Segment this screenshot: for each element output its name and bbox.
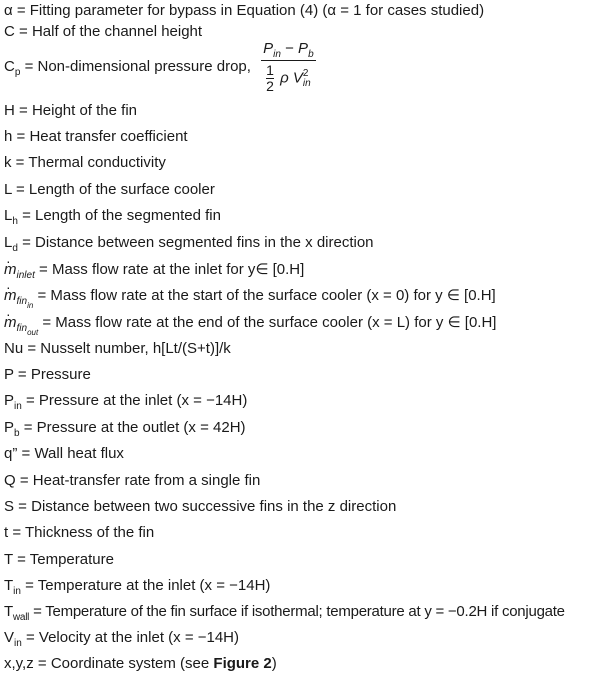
definition-xyz: = Coordinate system (see [33, 655, 214, 672]
symbol-lh: L [4, 207, 13, 224]
entry-v-in [4, 629, 239, 647]
entry-l [4, 181, 215, 199]
entry-xyz [4, 655, 277, 673]
symbol-m-fin-out-sub [16, 323, 39, 337]
definition-p-in: = Pressure at the inlet (x = −14H) [21, 392, 248, 409]
entry-nu [4, 340, 231, 358]
entry-t-in [4, 577, 270, 595]
symbol-t-temp: T [4, 551, 13, 568]
symbol-p-in: P [4, 392, 15, 409]
definition-lh: = Length of the segmented fin [17, 207, 221, 224]
definition-p: = Pressure [13, 366, 91, 383]
symbol-t-wall: T [4, 603, 13, 620]
den-v: V [292, 69, 303, 87]
definition-m-fin-out: = Mass flow rate at the end of the surface cooler (x = L) for y ∈ [0.H] [38, 314, 497, 331]
entry-lh [4, 207, 221, 225]
symbol-cp-sub: p [14, 66, 21, 78]
definition-t-wall: = Temperature of the fin surface if isothermal; temperature at y = −0.2H if conjugate [29, 603, 565, 620]
den-v-scripts [303, 69, 311, 89]
symbol-cp: C [4, 57, 15, 75]
symbol-l: L [4, 181, 12, 198]
entry-alpha [4, 2, 484, 20]
entry-t-wall [4, 603, 565, 621]
half-fraction [266, 63, 274, 94]
symbol-v-in-sub: in [14, 638, 22, 649]
symbol-q-rate: Q [4, 472, 16, 489]
definition-q-rate: = Heat-transfer rate from a single fin [15, 472, 261, 489]
entry-p-b [4, 419, 246, 437]
definition-q-flux: = Wall heat flux [17, 445, 124, 462]
symbol-p-b-sub: b [14, 428, 20, 439]
entry-m-fin-in [4, 287, 496, 310]
definition-m-inlet: = Mass flow rate at the inlet for y∈ [0.H] [34, 261, 305, 278]
symbol-q-flux: q” [4, 445, 18, 462]
definition-alpha: = Fitting parameter for bypass in Equation (4) (α = 1 for cases studied) [12, 2, 485, 19]
figure-2-link[interactable]: Figure 2 [213, 655, 272, 672]
entry-c [4, 23, 202, 41]
half-denominator: 2 [266, 78, 274, 94]
entry-h-fin [4, 102, 137, 120]
entry-m-fin-out [4, 314, 497, 337]
entry-t-temp [4, 551, 114, 569]
symbol-alpha: α [4, 2, 13, 19]
symbol-m-fin-out-sub-text: fin [16, 323, 28, 334]
den-rho: ρ [280, 69, 289, 87]
symbol-t-thick: t [4, 524, 9, 541]
symbol-nu: Nu [4, 340, 24, 357]
cp-fraction [261, 40, 316, 94]
entry-cp [4, 40, 316, 94]
symbol-ld-sub: d [12, 243, 18, 254]
symbol-m-fin-in: · m [4, 287, 17, 305]
entry-p-in [4, 392, 247, 410]
num-p-in-sub: in [273, 49, 281, 60]
symbol-h-fin: H [4, 102, 15, 119]
symbol-s: S [4, 498, 15, 515]
entry-p [4, 366, 91, 384]
entry-t-thick [4, 524, 154, 542]
symbol-p-b: P [4, 419, 15, 436]
entry-q-flux [4, 445, 124, 463]
entry-s [4, 498, 396, 516]
symbol-t-in: T [4, 577, 14, 594]
num-p-b-sub: b [308, 49, 314, 60]
symbol-ld: L [4, 234, 13, 251]
symbol-m-fin-in-sub [16, 296, 34, 310]
entry-h-coef [4, 128, 188, 146]
definition-h-coef: = Heat transfer coefficient [12, 128, 188, 145]
num-p-b: P [298, 40, 309, 57]
cp-fraction-denominator [261, 61, 316, 94]
definition-xyz-tail: ) [271, 655, 277, 672]
entry-k [4, 154, 166, 172]
symbol-v-in: V [4, 629, 15, 646]
symbol-m-fin-out: · m [4, 314, 17, 332]
den-v-sub: in [302, 77, 311, 89]
num-minus: − [280, 40, 299, 57]
half-numerator: 1 [266, 62, 274, 78]
symbol-m-fin-out-subsub: out [27, 328, 39, 337]
definition-nu: = Nusselt number, h[Lt/(S+t)]/k [23, 340, 231, 357]
definition-h-fin: = Height of the fin [14, 102, 138, 119]
symbol-m-fin-in-sub-text: fin [16, 296, 28, 307]
definition-ld: = Distance between segmented fins in the x direction [17, 234, 374, 251]
symbol-m-inlet-sub: inlet [16, 270, 35, 281]
definition-t-in: = Temperature at the inlet (x = −14H) [20, 577, 271, 594]
entry-q-rate [4, 472, 260, 490]
symbol-m-inlet: · m [4, 261, 17, 279]
definition-l: = Length of the surface cooler [11, 181, 215, 198]
entry-ld [4, 234, 374, 252]
symbol-p: P [4, 366, 14, 383]
symbol-t-wall-sub: wall [12, 612, 30, 623]
cp-fraction-numerator [261, 40, 316, 60]
definition-p-b: = Pressure at the outlet (x = 42H) [19, 419, 246, 436]
definition-cp: = Non-dimensional pressure drop, [20, 57, 256, 75]
symbol-h-coef: h [4, 128, 13, 145]
definition-k: = Thermal conductivity [11, 154, 166, 171]
num-p-in: P [263, 40, 274, 57]
definition-m-fin-in: = Mass flow rate at the start of the surface cooler (x = 0) for y ∈ [0.H] [33, 287, 496, 304]
definition-t-thick: = Thickness of the fin [8, 524, 155, 541]
symbol-p-in-sub: in [14, 401, 22, 412]
definition-t-temp: = Temperature [12, 551, 114, 568]
symbol-m-fin-in-subsub: in [27, 301, 34, 310]
symbol-c: C [4, 23, 15, 40]
symbol-k: k [4, 154, 12, 171]
definition-s: = Distance between two successive fins in the z direction [14, 498, 397, 515]
symbol-t-in-sub: in [13, 586, 21, 597]
entry-m-inlet [4, 261, 304, 279]
definition-c: = Half of the channel height [14, 23, 203, 40]
symbol-xyz: x,y,z [4, 655, 34, 672]
den-v-sup: 2 [302, 67, 309, 79]
symbol-lh-sub: h [12, 216, 18, 227]
definition-v-in: = Velocity at the inlet (x = −14H) [21, 629, 240, 646]
